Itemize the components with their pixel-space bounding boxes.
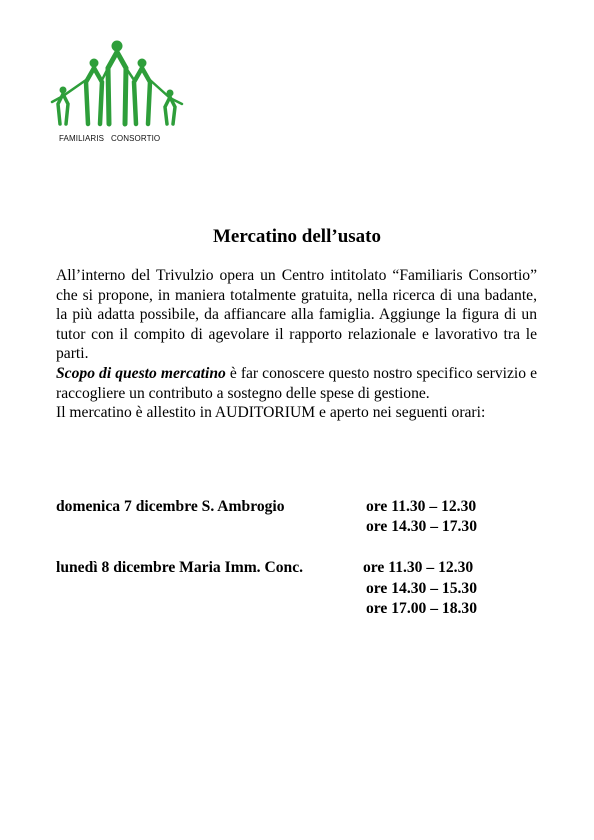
intro-paragraph: All’interno del Trivulzio opera un Centro intitolato “Familiaris Consortio” che si propone, in maniera totalmente gratuita, nella ricerca di una badante, la più adatta possibile, da affiancare alla famiglia. Aggiunge la figura di un tutor con il compito di agevolare il rapporto relazionale e lavorativo tra le parti. [56,267,537,363]
familiaris-consortio-logo [48,38,186,146]
logo-word-consortio: CONSORTIO [111,134,161,143]
body-text [56,266,537,423]
page-title: Mercatino dell’usato [213,226,381,247]
schedule-day-2-time-3: ore 17.00 – 18.30 [366,600,478,617]
logo-word-familiaris: FAMILIARIS [59,134,105,143]
purpose-paragraph [56,364,537,403]
schedule-day-1-time-2: ore 14.30 – 17.30 [366,518,478,535]
logo-wordmark [59,134,160,143]
purpose-text: è far conoscere questo nostro specifico servizio e raccogliere un contributo a sostegno delle spese di gestione. [56,364,537,402]
location-paragraph: Il mercatino è allestito in AUDITORIUM e aperto nei seguenti orari: [56,404,486,422]
schedule-day-2: lunedì 8 dicembre Maria Imm. Conc. [56,559,304,576]
schedule-day-2-time-1: ore 11.30 – 12.30 [363,559,474,576]
schedule-day-1: domenica 7 dicembre S. Ambrogio [56,498,285,515]
schedule-day-2-time-2: ore 14.30 – 15.30 [366,580,478,597]
family-figures-icon [48,38,186,134]
purpose-emphasis: Scopo di questo mercatino [56,364,226,382]
schedule-day-1-time-1: ore 11.30 – 12.30 [366,498,477,515]
